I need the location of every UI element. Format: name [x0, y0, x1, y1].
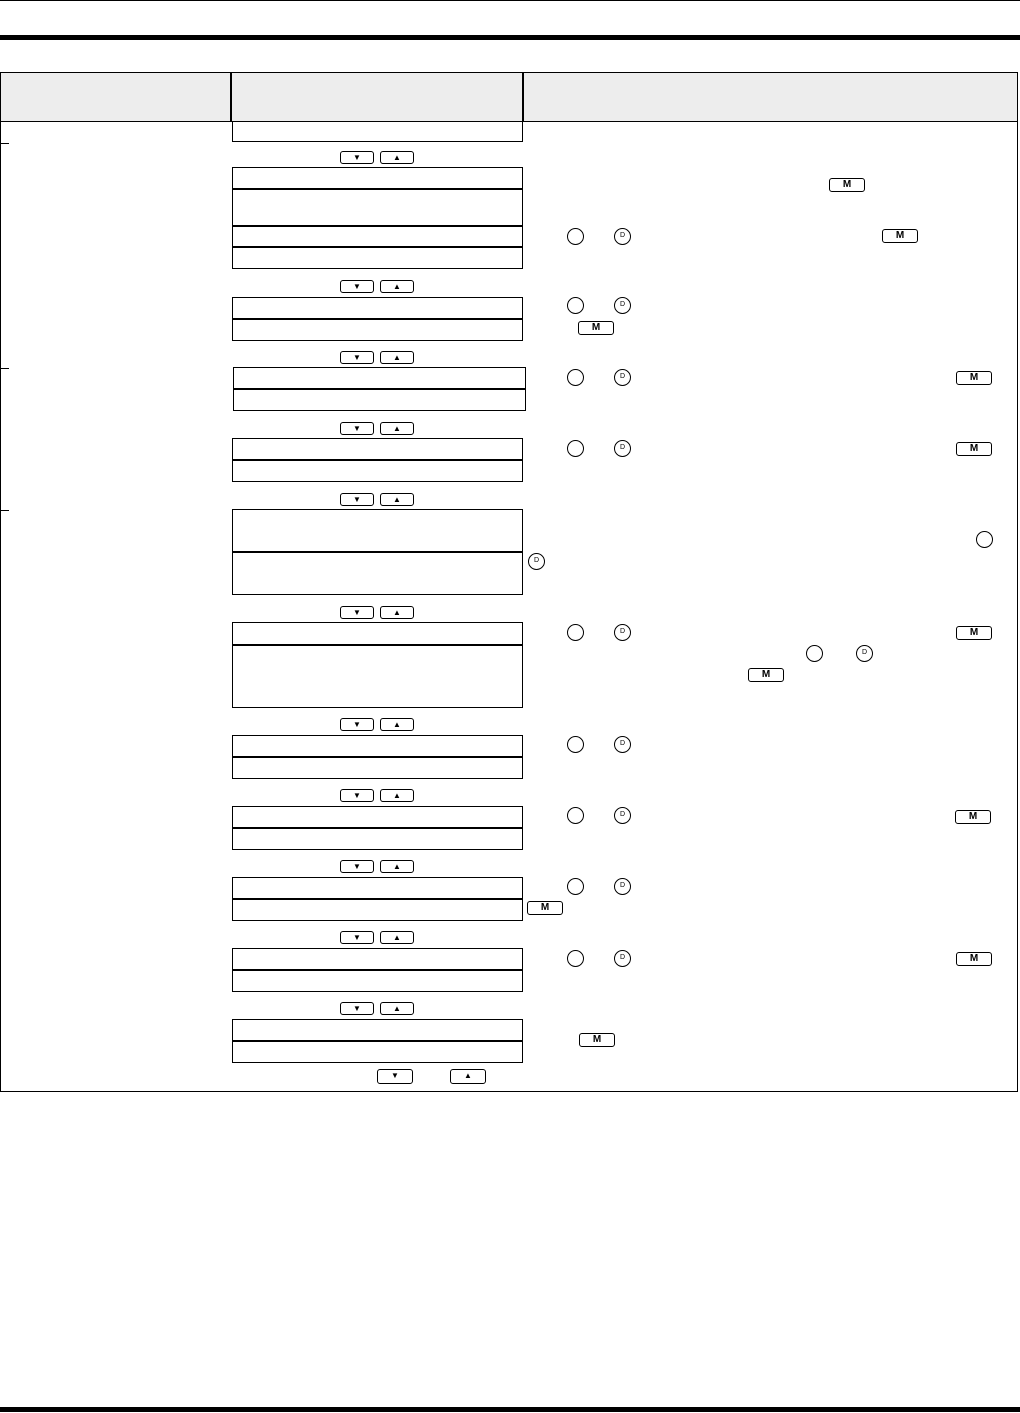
display-box [232, 757, 523, 779]
display-box [232, 828, 523, 850]
top-thin-rule [0, 0, 1020, 1]
menu-key-icon: M [956, 952, 992, 966]
rotary-knob-icon [567, 624, 584, 641]
rotary-knob-icon [567, 736, 584, 753]
down-arrow-key-icon: ▼ [340, 151, 374, 164]
up-arrow-key-icon: ▲ [380, 280, 414, 293]
down-arrow-key-icon: ▼ [340, 931, 374, 944]
rotary-knob-icon [567, 440, 584, 457]
display-box [232, 438, 523, 460]
push-knob-icon: D [614, 950, 631, 967]
up-arrow-key-icon: ▲ [380, 606, 414, 619]
table-header-row [1, 73, 1017, 122]
menu-key-icon: M [748, 668, 784, 682]
bottom-thick-rule [0, 1407, 1020, 1412]
display-box [232, 509, 523, 552]
up-arrow-key-icon: ▲ [450, 1069, 486, 1084]
push-knob-icon: D [528, 553, 545, 570]
arrow-key-pair [340, 789, 418, 802]
row-divider-mark [1, 143, 9, 144]
up-arrow-key-icon: ▲ [380, 351, 414, 364]
display-box [232, 121, 523, 142]
push-knob-icon: D [614, 297, 631, 314]
display-box [232, 622, 523, 645]
menu-key-icon: M [955, 810, 991, 824]
arrow-key-pair [340, 931, 418, 944]
display-box [232, 319, 523, 341]
display-box [232, 735, 523, 757]
down-arrow-key-icon: ▼ [377, 1069, 413, 1084]
push-knob-icon: D [614, 624, 631, 641]
up-arrow-key-icon: ▲ [380, 422, 414, 435]
push-knob-icon: D [614, 369, 631, 386]
rotary-knob-icon [567, 807, 584, 824]
down-arrow-key-icon: ▼ [340, 493, 374, 506]
down-arrow-key-icon: ▼ [340, 422, 374, 435]
display-box [232, 970, 523, 992]
display-box [232, 297, 523, 319]
arrow-key-pair [340, 718, 418, 731]
display-box [232, 645, 523, 708]
display-box [232, 1041, 523, 1063]
display-box [233, 389, 526, 411]
header-cell-1 [1, 73, 231, 121]
rotary-knob-icon [976, 531, 993, 548]
up-arrow-key-icon: ▲ [380, 860, 414, 873]
row-divider-mark [1, 510, 9, 511]
arrow-key-pair [340, 606, 418, 619]
display-box [232, 226, 523, 247]
display-box [232, 189, 523, 226]
header-cell-2 [232, 73, 522, 121]
arrow-key-pair [340, 351, 418, 364]
up-arrow-key-icon: ▲ [380, 931, 414, 944]
up-arrow-key-icon: ▲ [380, 1002, 414, 1015]
display-box [232, 552, 523, 595]
display-box [232, 1019, 523, 1041]
menu-key-icon: M [956, 626, 992, 640]
down-arrow-key-icon: ▼ [340, 1002, 374, 1015]
rotary-knob-icon [567, 950, 584, 967]
rotary-knob-icon [567, 228, 584, 245]
rotary-knob-icon [806, 645, 823, 662]
display-box [232, 806, 523, 828]
arrow-key-pair [340, 860, 418, 873]
rotary-knob-icon [567, 878, 584, 895]
top-thick-rule [0, 35, 1020, 40]
push-knob-icon: D [856, 645, 873, 662]
header-cell-3 [524, 73, 1017, 121]
display-box [233, 367, 526, 389]
push-knob-icon: D [614, 736, 631, 753]
down-arrow-key-icon: ▼ [340, 351, 374, 364]
arrow-key-pair [340, 280, 418, 293]
arrow-key-pair [340, 422, 418, 435]
down-arrow-key-icon: ▼ [340, 860, 374, 873]
up-arrow-key-icon: ▲ [380, 493, 414, 506]
down-arrow-key-icon: ▼ [340, 606, 374, 619]
menu-key-icon: M [956, 442, 992, 456]
up-arrow-key-icon: ▲ [380, 789, 414, 802]
display-box [232, 247, 523, 269]
up-arrow-key-icon: ▲ [380, 718, 414, 731]
arrow-key-pair [340, 151, 418, 164]
push-knob-icon: D [614, 807, 631, 824]
display-box [232, 460, 523, 482]
menu-key-icon: M [578, 321, 614, 335]
arrow-key-pair [340, 1002, 418, 1015]
down-arrow-key-icon: ▼ [340, 718, 374, 731]
display-box [232, 948, 523, 970]
display-box [232, 877, 523, 899]
push-knob-icon: D [614, 440, 631, 457]
rotary-knob-icon [567, 297, 584, 314]
up-arrow-key-icon: ▲ [380, 151, 414, 164]
push-knob-icon: D [614, 878, 631, 895]
arrow-key-pair [340, 493, 418, 506]
down-arrow-key-icon: ▼ [340, 789, 374, 802]
menu-key-icon: M [882, 229, 918, 243]
display-box [232, 899, 523, 921]
menu-key-icon: M [956, 371, 992, 385]
display-box [232, 167, 523, 189]
down-arrow-key-icon: ▼ [340, 280, 374, 293]
push-knob-icon: D [614, 228, 631, 245]
menu-key-icon: M [829, 178, 865, 192]
row-divider-mark [1, 368, 9, 369]
menu-key-icon: M [527, 901, 563, 915]
rotary-knob-icon [567, 369, 584, 386]
menu-key-icon: M [579, 1033, 615, 1047]
